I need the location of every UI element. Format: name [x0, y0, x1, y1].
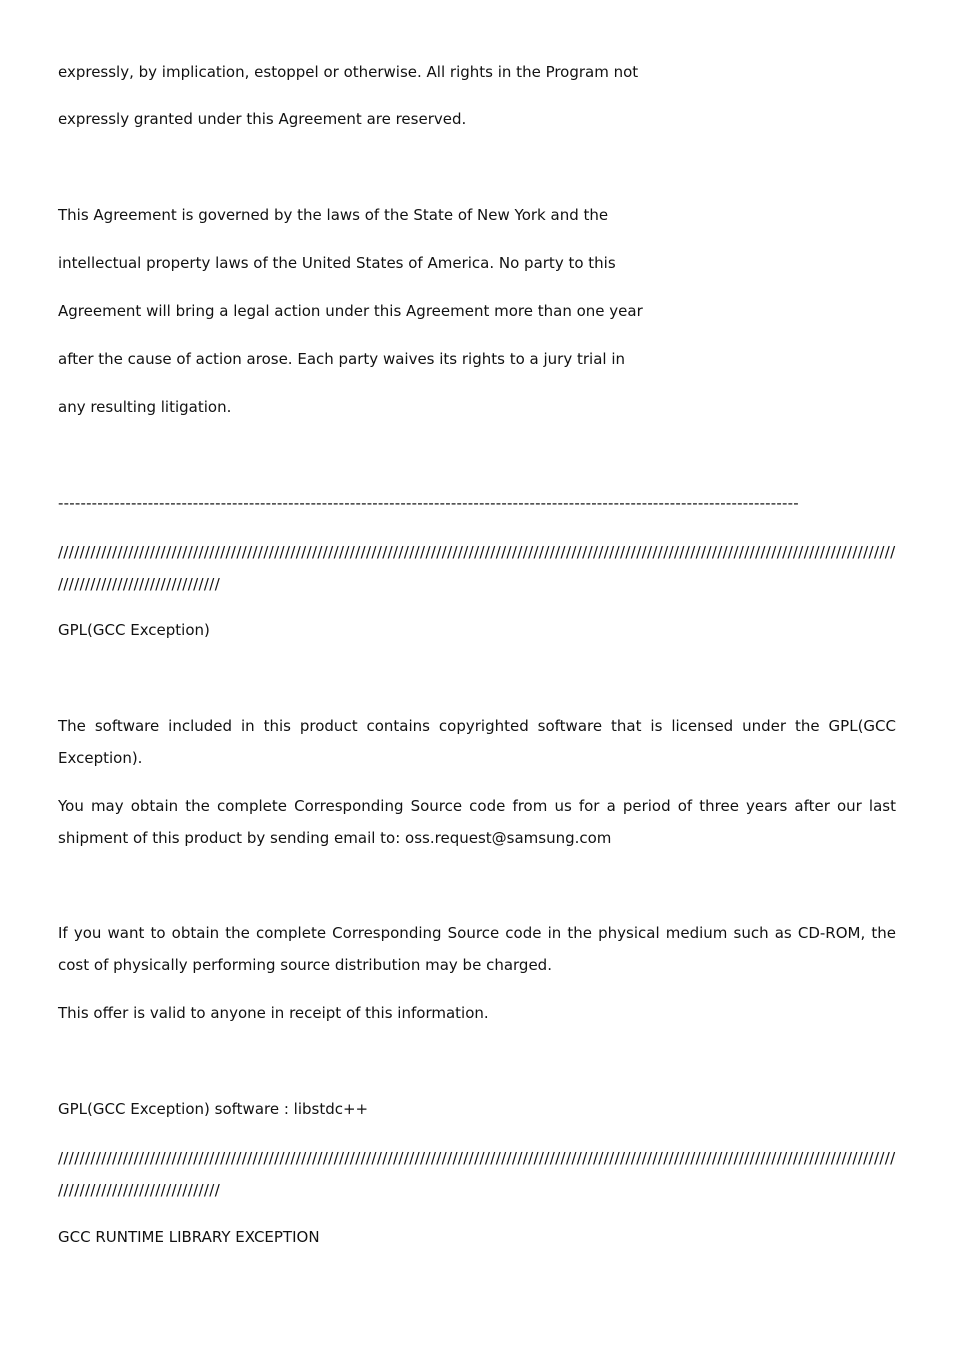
paragraph-line: intellectual property laws of the United States of America. No party to this	[58, 254, 616, 272]
paragraph: You may obtain the complete Corresponding Source code from us for a period of three years after our last shipment of this product by sending email to: oss.request@samsung.com	[58, 797, 896, 847]
software-line: GPL(GCC Exception) software : libstdc++	[58, 1100, 369, 1118]
paragraph-line: expressly, by implication, estoppel or otherwise. All rights in the Program not	[58, 63, 639, 81]
paragraph: The software included in this product contains copyrighted software that is licensed under the GPL(GCC Exception).	[58, 717, 896, 767]
paragraph-line: Agreement will bring a legal action under this Agreement more than one year	[58, 302, 643, 320]
slash-separator: /////////////////////////////////////////////////////////////////////////////////////////////////////////////////////////////////////////////////////////////////////////////////////////	[58, 543, 896, 593]
paragraph-line: after the cause of action arose. Each party waives its rights to a jury trial in	[58, 350, 626, 368]
paragraph-line: any resulting litigation.	[58, 398, 232, 416]
paragraph: If you want to obtain the complete Corresponding Source code in the physical medium such as CD-ROM, the cost of physically performing source distribution may be charged.	[58, 924, 896, 974]
section-heading: GCC RUNTIME LIBRARY EXCEPTION	[58, 1228, 320, 1246]
section-heading: GPL(GCC Exception)	[58, 621, 210, 639]
paragraph-line: expressly granted under this Agreement are reserved.	[58, 110, 467, 128]
slash-separator: /////////////////////////////////////////////////////////////////////////////////////////////////////////////////////////////////////////////////////////////////////////////////////////	[58, 1149, 896, 1199]
paragraph-line: This Agreement is governed by the laws of the State of New York and the	[58, 206, 609, 224]
dash-separator: ------------------------------------------------------------------------------------------------------------------------------------	[58, 494, 799, 512]
paragraph: This offer is valid to anyone in receipt of this information.	[58, 1004, 489, 1022]
